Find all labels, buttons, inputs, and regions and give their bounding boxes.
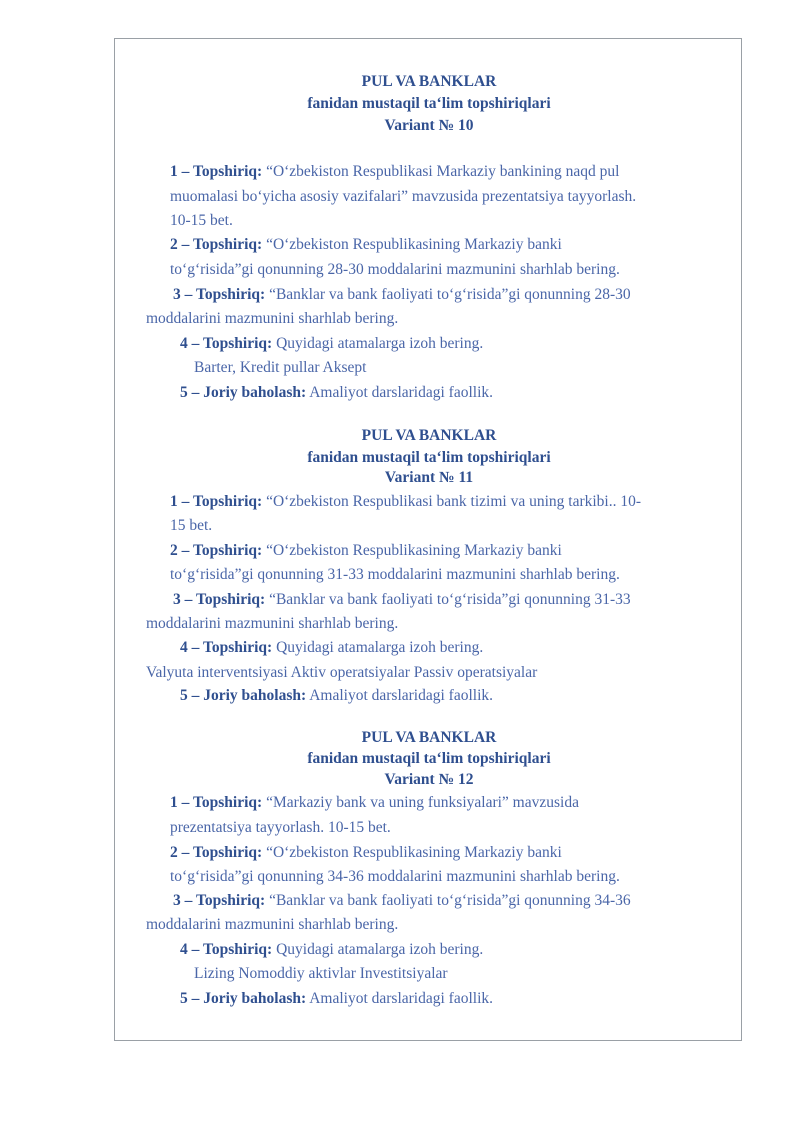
task-text: Valyuta interventsiyasi Aktiv operatsiyalar Passiv operatsiyalar — [146, 664, 538, 681]
task-text: Lizing Nomoddiy aktivlar Investitsiyalar — [194, 965, 448, 982]
task-text: to‘g‘risida”gi qonunning 31-33 moddalarini mazmunini sharhlab bering. — [170, 566, 620, 583]
task-text: to‘g‘risida”gi qonunning 28-30 moddalarini mazmunini sharhlab bering. — [170, 261, 620, 278]
document-subtitle: fanidan mustaqil ta‘lim topshiriqlari — [307, 449, 551, 466]
task-4 — [180, 638, 483, 658]
document-title: PUL VA BANKLAR — [361, 427, 497, 444]
variant-heading: Variant № 12 — [384, 771, 474, 788]
task-label: 1 – Topshiriq: — [170, 163, 263, 180]
task-1 — [170, 793, 579, 813]
task-5 — [180, 989, 493, 1009]
variant-heading: Variant № 11 — [384, 469, 474, 486]
task-3 — [173, 285, 631, 305]
task-label: 2 – Topshiriq: — [170, 542, 263, 559]
task-label: 3 – Topshiriq: — [173, 892, 266, 909]
task-3 — [173, 590, 631, 610]
task-5 — [180, 383, 493, 403]
task-label: 3 – Topshiriq: — [173, 286, 266, 303]
task-label: 2 – Topshiriq: — [170, 236, 263, 253]
task-text: Quyidagi atamalarga izoh bering. — [272, 639, 484, 656]
task-text: Amaliyot darslaridagi faollik. — [306, 687, 494, 704]
task-label: 5 – Joriy baholash: — [180, 687, 307, 704]
task-text: Barter, Kredit pullar Aksept — [194, 359, 367, 376]
variant-heading: Variant № 10 — [384, 117, 474, 134]
task-2 — [170, 541, 562, 561]
task-text: moddalarini mazmunini sharhlab bering. — [146, 916, 399, 933]
task-label: 4 – Topshiriq: — [180, 941, 273, 958]
task-2 — [170, 843, 562, 863]
document-subtitle: fanidan mustaqil ta‘lim topshiriqlari — [307, 95, 551, 112]
task-3 — [173, 891, 631, 911]
task-text: Quyidagi atamalarga izoh bering. — [272, 941, 484, 958]
document-title: PUL VA BANKLAR — [361, 73, 497, 90]
task-text: muomalasi bo‘yicha asosiy vazifalari” mavzusida prezentatsiya tayyorlash. — [170, 188, 637, 205]
task-text: “O‘zbekiston Respublikasi bank tizimi va uning tarkibi.. 10- — [262, 493, 642, 510]
task-label: 1 – Topshiriq: — [170, 794, 263, 811]
task-text: “Markaziy bank va uning funksiyalari” mavzusida — [262, 794, 579, 811]
task-text: 10-15 bet. — [170, 212, 233, 229]
task-text: Quyidagi atamalarga izoh bering. — [272, 335, 484, 352]
task-text: prezentatsiya tayyorlash. 10-15 bet. — [170, 819, 391, 836]
task-4 — [180, 940, 483, 960]
task-text: “O‘zbekiston Respublikasining Markaziy banki — [262, 844, 562, 861]
task-text: “O‘zbekiston Respublikasi Markaziy bankining naqd pul — [262, 163, 620, 180]
task-label: 4 – Topshiriq: — [180, 639, 273, 656]
task-text: Amaliyot darslaridagi faollik. — [306, 384, 494, 401]
task-1 — [170, 162, 619, 182]
document-subtitle: fanidan mustaqil ta‘lim topshiriqlari — [307, 750, 551, 767]
task-4 — [180, 334, 483, 354]
task-text: to‘g‘risida”gi qonunning 34-36 moddalarini mazmunini sharhlab bering. — [170, 868, 620, 885]
task-text: moddalarini mazmunini sharhlab bering. — [146, 310, 399, 327]
task-2 — [170, 235, 562, 255]
task-text: 15 bet. — [170, 517, 213, 534]
task-label: 5 – Joriy baholash: — [180, 990, 307, 1007]
task-label: 5 – Joriy baholash: — [180, 384, 307, 401]
task-text: “Banklar va bank faoliyati to‘g‘risida”gi qonunning 34-36 — [265, 892, 631, 909]
task-label: 1 – Topshiriq: — [170, 493, 263, 510]
task-text: Amaliyot darslaridagi faollik. — [306, 990, 494, 1007]
task-label: 2 – Topshiriq: — [170, 844, 263, 861]
task-text: “O‘zbekiston Respublikasining Markaziy banki — [262, 542, 562, 559]
task-text: “Banklar va bank faoliyati to‘g‘risida”gi qonunning 31-33 — [265, 591, 631, 608]
task-text: “Banklar va bank faoliyati to‘g‘risida”gi qonunning 28-30 — [265, 286, 631, 303]
document-title: PUL VA BANKLAR — [361, 729, 497, 746]
task-5 — [180, 686, 493, 706]
task-label: 4 – Topshiriq: — [180, 335, 273, 352]
task-1 — [170, 492, 641, 512]
task-label: 3 – Topshiriq: — [173, 591, 266, 608]
task-text: moddalarini mazmunini sharhlab bering. — [146, 615, 399, 632]
task-text: “O‘zbekiston Respublikasining Markaziy banki — [262, 236, 562, 253]
